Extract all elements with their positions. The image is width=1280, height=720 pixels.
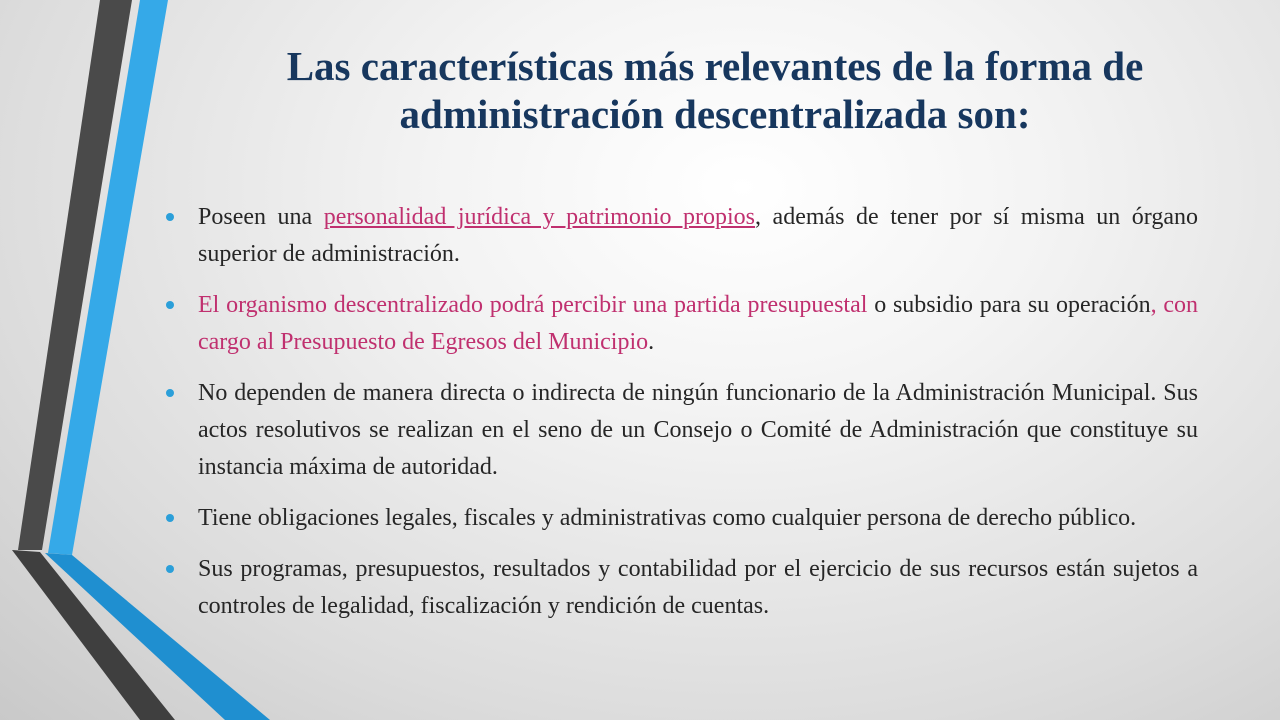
bullet-item-budget	[160, 287, 1198, 361]
title-line-1: Las características más relevantes de la forma de	[286, 43, 1144, 89]
bullet-item-controls	[160, 551, 1198, 625]
bullet-item-legal-personality	[160, 199, 1198, 273]
bullet-item-obligations	[160, 500, 1198, 537]
bullet-text: .	[648, 329, 655, 355]
slide-title	[190, 42, 1240, 138]
highlighted-text: El organismo descentralizado podrá percibir una partida presupuestal	[198, 292, 868, 318]
bullet-dot-icon	[166, 213, 174, 221]
bullet-text: No dependen de manera directa o indirecta de ningún funcionario de la Administración Municipal. Sus actos resolutivos se realizan en el seno de un Consejo o Comité de Administración que constituye su instancia máxima de autoridad.	[198, 380, 1198, 480]
bullet-text: Poseen una	[198, 204, 324, 230]
bullet-text: o subsidio para su operación	[867, 292, 1151, 318]
title-line-2: administración descentralizada son:	[399, 91, 1031, 137]
bullet-dot-icon	[166, 565, 174, 573]
highlighted-text: , con cargo al Presupuesto de Egresos del Municipio	[198, 292, 1199, 355]
bullet-item-independence	[160, 375, 1198, 486]
legal-personality-link[interactable]: personalidad jurídica y patrimonio propios	[323, 204, 756, 230]
bullet-dot-icon	[166, 389, 174, 397]
bullet-list	[160, 199, 1198, 639]
bullet-text: Tiene obligaciones legales, fiscales y administrativas como cualquier persona de derecho público.	[198, 505, 1137, 531]
bullet-dot-icon	[166, 301, 174, 309]
bullet-text: Sus programas, presupuestos, resultados y contabilidad por el ejercicio de sus recursos están sujetos a controles de legalidad, fiscalización y rendición de cuentas.	[198, 556, 1198, 619]
bullet-text: , además de tener por sí misma un órgano superior de administración.	[198, 204, 1198, 267]
bullet-dot-icon	[166, 514, 174, 522]
